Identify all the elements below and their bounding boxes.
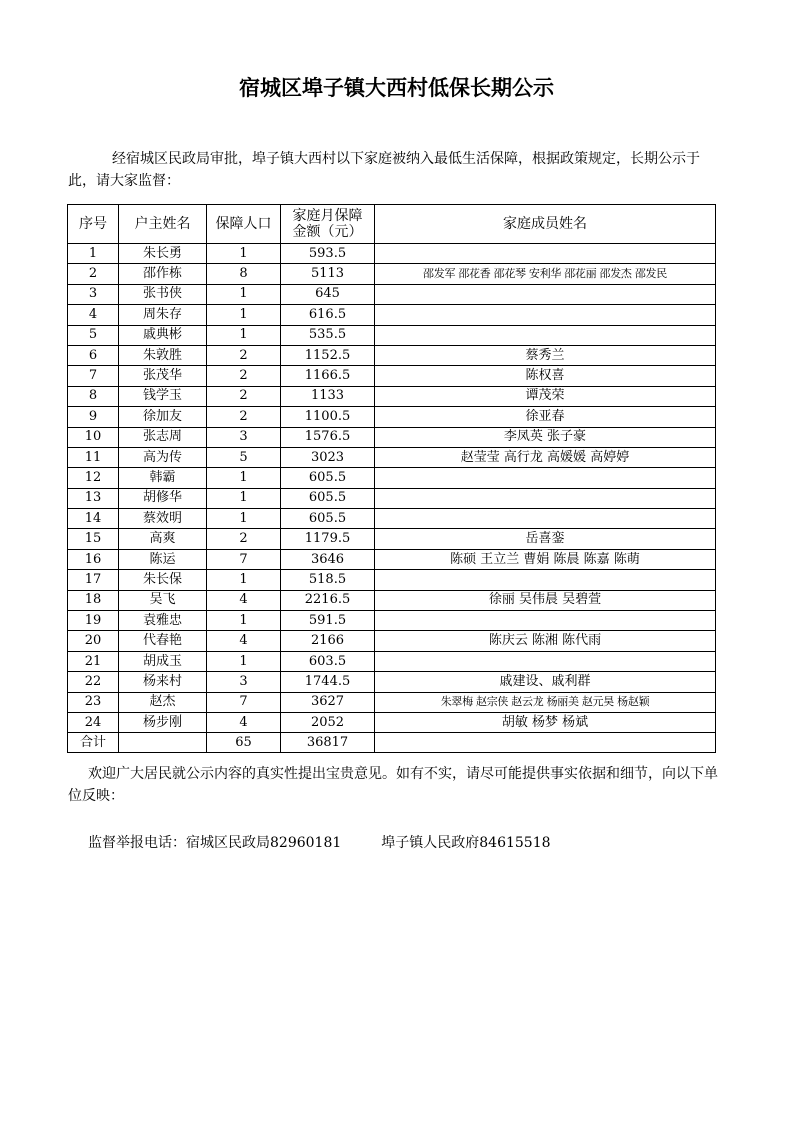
cell-amount: 603.5 xyxy=(281,651,375,671)
cell-amount: 605.5 xyxy=(281,468,375,488)
contact-civil-affairs-bureau: 宿城区民政局82960181 xyxy=(186,835,342,851)
table-row xyxy=(68,488,716,508)
cell-people: 1 xyxy=(207,244,281,264)
header-seq: 序号 xyxy=(68,205,119,244)
cell-amount: 1166.5 xyxy=(281,366,375,386)
cell-seq: 24 xyxy=(68,712,119,732)
table-row xyxy=(68,672,716,692)
cell-head-name: 袁雅忠 xyxy=(119,611,207,631)
cell-members: 岳喜銮 xyxy=(375,529,716,549)
cell-seq: 11 xyxy=(68,447,119,467)
cell-people: 1 xyxy=(207,468,281,488)
cell-seq: 19 xyxy=(68,611,119,631)
cell-head-name: 代春艳 xyxy=(119,631,207,651)
cell-members: 谭茂荣 xyxy=(375,386,716,406)
table-row xyxy=(68,651,716,671)
cell-members xyxy=(375,509,716,529)
cell-seq: 2 xyxy=(68,264,119,284)
contact-label: 监督举报电话： xyxy=(88,835,186,851)
cell-head-name: 张书侠 xyxy=(119,284,207,304)
cell-members: 陈庆云 陈湘 陈代雨 xyxy=(375,631,716,651)
cell-people: 2 xyxy=(207,407,281,427)
cell-head-name: 张茂华 xyxy=(119,366,207,386)
cell-members: 赵莹莹 高行龙 高媛媛 高婷婷 xyxy=(375,447,716,467)
table-row xyxy=(68,284,716,304)
cell-head-name: 陈运 xyxy=(119,549,207,569)
cell-amount: 605.5 xyxy=(281,488,375,508)
cell-people: 7 xyxy=(207,692,281,712)
table-row xyxy=(68,264,716,284)
cell-people: 7 xyxy=(207,549,281,569)
header-head-name: 户主姓名 xyxy=(119,205,207,244)
cell-head-name: 徐加友 xyxy=(119,407,207,427)
cell-people: 2 xyxy=(207,345,281,365)
table-row xyxy=(68,366,716,386)
table-row xyxy=(68,631,716,651)
cell-people: 5 xyxy=(207,447,281,467)
contact-line xyxy=(88,832,551,852)
cell-seq: 15 xyxy=(68,529,119,549)
total-amount: 36817 xyxy=(281,733,375,753)
cell-amount: 3023 xyxy=(281,447,375,467)
cell-people: 1 xyxy=(207,488,281,508)
table-row xyxy=(68,712,716,732)
cell-amount: 5113 xyxy=(281,264,375,284)
cell-people: 1 xyxy=(207,325,281,345)
cell-members xyxy=(375,651,716,671)
cell-seq: 20 xyxy=(68,631,119,651)
cell-people: 1 xyxy=(207,570,281,590)
cell-members xyxy=(375,305,716,325)
table-header-row xyxy=(68,205,716,244)
cell-amount: 535.5 xyxy=(281,325,375,345)
cell-members xyxy=(375,325,716,345)
cell-people: 2 xyxy=(207,366,281,386)
cell-people: 4 xyxy=(207,590,281,610)
cell-head-name: 张志周 xyxy=(119,427,207,447)
table-row xyxy=(68,529,716,549)
cell-people: 8 xyxy=(207,264,281,284)
total-members xyxy=(375,733,716,753)
table-row xyxy=(68,611,716,631)
cell-head-name: 吴飞 xyxy=(119,590,207,610)
table-row xyxy=(68,325,716,345)
cell-amount: 2216.5 xyxy=(281,590,375,610)
table-row xyxy=(68,549,716,569)
cell-members: 李凤英 张子豪 xyxy=(375,427,716,447)
table-row xyxy=(68,345,716,365)
cell-seq: 22 xyxy=(68,672,119,692)
cell-members: 戚建设、戚利群 xyxy=(375,672,716,692)
cell-seq: 14 xyxy=(68,509,119,529)
header-amount-line2: 金额（元） xyxy=(292,224,363,240)
cell-seq: 10 xyxy=(68,427,119,447)
cell-head-name: 杨步刚 xyxy=(119,712,207,732)
cell-members: 蔡秀兰 xyxy=(375,345,716,365)
cell-seq: 18 xyxy=(68,590,119,610)
cell-seq: 6 xyxy=(68,345,119,365)
cell-seq: 21 xyxy=(68,651,119,671)
table-row xyxy=(68,570,716,590)
cell-people: 2 xyxy=(207,529,281,549)
total-label: 合计 xyxy=(68,733,119,753)
cell-people: 3 xyxy=(207,672,281,692)
cell-head-name: 胡成玉 xyxy=(119,651,207,671)
cell-people: 4 xyxy=(207,631,281,651)
cell-amount: 1179.5 xyxy=(281,529,375,549)
contact-town-government: 埠子镇人民政府84615518 xyxy=(381,835,551,851)
cell-seq: 12 xyxy=(68,468,119,488)
table-row xyxy=(68,590,716,610)
cell-head-name: 朱长勇 xyxy=(119,244,207,264)
cell-amount: 3627 xyxy=(281,692,375,712)
cell-head-name: 钱学玉 xyxy=(119,386,207,406)
cell-people: 3 xyxy=(207,427,281,447)
cell-head-name: 邵作栋 xyxy=(119,264,207,284)
table-row xyxy=(68,447,716,467)
cell-amount: 593.5 xyxy=(281,244,375,264)
table-row xyxy=(68,427,716,447)
cell-amount: 1152.5 xyxy=(281,345,375,365)
table-row xyxy=(68,407,716,427)
page-title: 宿城区埠子镇大西村低保长期公示 xyxy=(239,76,554,100)
table-row xyxy=(68,305,716,325)
cell-seq: 8 xyxy=(68,386,119,406)
cell-seq: 4 xyxy=(68,305,119,325)
cell-people: 1 xyxy=(207,651,281,671)
intro-paragraph: 经宿城区民政局审批，埠子镇大西村以下家庭被纳入最低生活保障，根据政策规定，长期公示于此，请大家监督： xyxy=(68,151,700,189)
cell-amount: 3646 xyxy=(281,549,375,569)
header-amount xyxy=(281,205,375,244)
table-row xyxy=(68,386,716,406)
cell-members xyxy=(375,488,716,508)
assistance-table xyxy=(67,204,716,753)
cell-amount: 518.5 xyxy=(281,570,375,590)
cell-seq: 13 xyxy=(68,488,119,508)
cell-seq: 16 xyxy=(68,549,119,569)
cell-members: 陈硕 王立兰 曹娟 陈晨 陈嘉 陈萌 xyxy=(375,549,716,569)
cell-head-name: 高爽 xyxy=(119,529,207,549)
cell-seq: 23 xyxy=(68,692,119,712)
total-name xyxy=(119,733,207,753)
cell-seq: 17 xyxy=(68,570,119,590)
cell-members xyxy=(375,244,716,264)
header-people: 保障人口 xyxy=(207,205,281,244)
cell-amount: 1133 xyxy=(281,386,375,406)
cell-members xyxy=(375,468,716,488)
cell-members: 徐亚春 xyxy=(375,407,716,427)
table-row xyxy=(68,244,716,264)
cell-members: 徐丽 吴伟晨 吴碧萱 xyxy=(375,590,716,610)
table-body xyxy=(68,244,716,753)
cell-seq: 5 xyxy=(68,325,119,345)
cell-members xyxy=(375,570,716,590)
cell-amount: 605.5 xyxy=(281,509,375,529)
cell-amount: 645 xyxy=(281,284,375,304)
cell-people: 4 xyxy=(207,712,281,732)
table-row xyxy=(68,468,716,488)
cell-seq: 9 xyxy=(68,407,119,427)
cell-members: 朱翠梅 赵宗侠 赵云龙 杨丽美 赵元昊 杨赵颖 xyxy=(375,692,716,712)
cell-people: 1 xyxy=(207,284,281,304)
cell-head-name: 蔡效明 xyxy=(119,509,207,529)
cell-head-name: 戚典彬 xyxy=(119,325,207,345)
total-people: 65 xyxy=(207,733,281,753)
cell-seq: 1 xyxy=(68,244,119,264)
cell-people: 1 xyxy=(207,509,281,529)
cell-head-name: 胡修华 xyxy=(119,488,207,508)
cell-head-name: 高为传 xyxy=(119,447,207,467)
cell-members: 陈权喜 xyxy=(375,366,716,386)
cell-head-name: 杨来村 xyxy=(119,672,207,692)
cell-head-name: 朱敦胜 xyxy=(119,345,207,365)
cell-head-name: 韩霸 xyxy=(119,468,207,488)
cell-head-name: 朱长保 xyxy=(119,570,207,590)
cell-amount: 1576.5 xyxy=(281,427,375,447)
cell-people: 1 xyxy=(207,305,281,325)
cell-amount: 2166 xyxy=(281,631,375,651)
cell-head-name: 赵杰 xyxy=(119,692,207,712)
header-amount-line1: 家庭月保障 xyxy=(292,208,363,224)
cell-people: 2 xyxy=(207,386,281,406)
cell-seq: 7 xyxy=(68,366,119,386)
cell-amount: 616.5 xyxy=(281,305,375,325)
cell-amount: 1100.5 xyxy=(281,407,375,427)
cell-members xyxy=(375,611,716,631)
cell-amount: 2052 xyxy=(281,712,375,732)
cell-amount: 1744.5 xyxy=(281,672,375,692)
cell-members xyxy=(375,284,716,304)
cell-members: 邵发军 邵花香 邵花琴 安利华 邵花丽 邵发杰 邵发民 xyxy=(375,264,716,284)
cell-people: 1 xyxy=(207,611,281,631)
outro-paragraph: 欢迎广大居民就公示内容的真实性提出宝贵意见。如有不实，请尽可能提供事实依据和细节，向以下单位反映： xyxy=(68,766,718,804)
cell-head-name: 周朱存 xyxy=(119,305,207,325)
header-members: 家庭成员姓名 xyxy=(375,205,716,244)
table-row xyxy=(68,509,716,529)
cell-seq: 3 xyxy=(68,284,119,304)
cell-amount: 591.5 xyxy=(281,611,375,631)
total-row xyxy=(68,733,716,753)
cell-members: 胡敏 杨梦 杨斌 xyxy=(375,712,716,732)
table-row xyxy=(68,692,716,712)
